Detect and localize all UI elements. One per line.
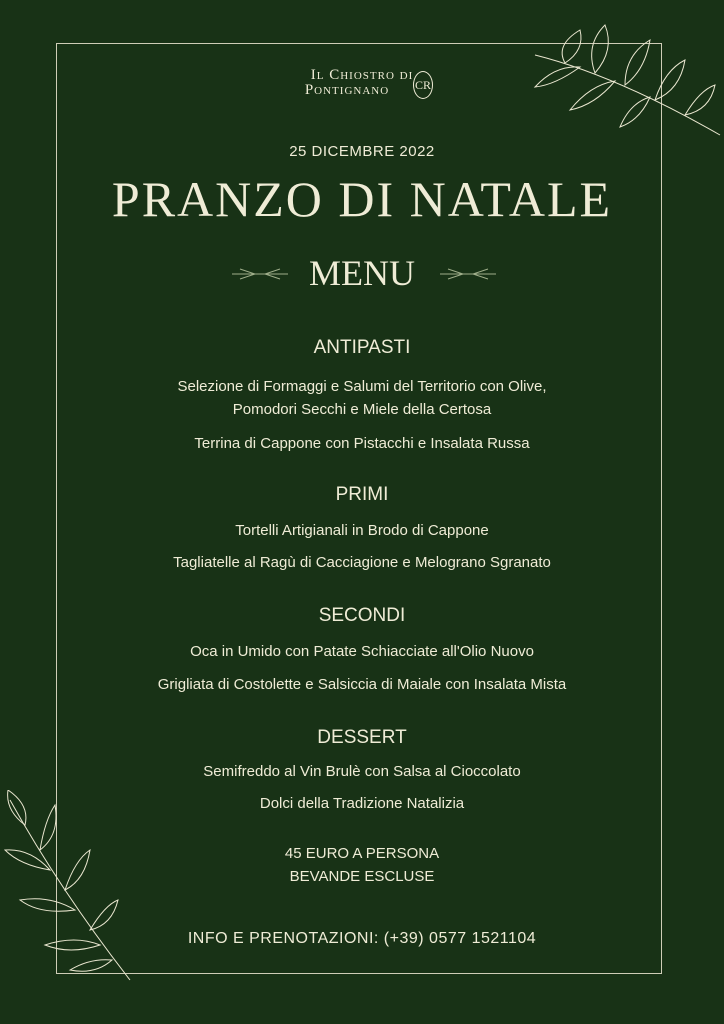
menu-item: Oca in Umido con Patate Schiacciate all'Olio Nuovo (190, 643, 534, 660)
logo-monogram-icon: CR (413, 71, 433, 99)
sprig-right-icon (438, 266, 498, 282)
booking-info: INFO E PRENOTAZIONI: (+39) 0577 1521104 (187, 930, 537, 947)
restaurant-logo (0, 68, 724, 98)
menu-item: Terrina di Cappone con Pistacchi e Insalata Russa (194, 435, 530, 452)
page-title: PRANZO DI NATALE (111, 171, 613, 227)
menu-item: Semifreddo al Vin Brulè con Salsa al Cioccolato (203, 763, 521, 780)
menu-item: Grigliata di Costolette e Salsiccia di Maiale con Insalata Mista (157, 676, 567, 693)
menu-item: Tagliatelle al Ragù di Cacciagione e Melograno Sgranato (173, 554, 551, 571)
logo-line-2: Pontignano (304, 82, 390, 98)
event-date: 25 DICEMBRE 2022 (289, 143, 435, 160)
drinks-note: BEVANDE ESCLUSE (289, 868, 435, 885)
price-text: 45 EURO A PERSONA (284, 845, 440, 862)
menu-heading: MENU (309, 253, 415, 293)
menu-item: Dolci della Tradizione Natalizia (259, 795, 465, 812)
section-heading-primi: PRIMI (335, 484, 389, 505)
section-heading-antipasti: ANTIPASTI (313, 337, 411, 358)
logo-line-1: Il Chiostro di (310, 67, 414, 83)
menu-item: Tortelli Artigianali in Brodo di Cappone (235, 522, 489, 539)
section-heading-secondi: SECONDI (318, 605, 406, 626)
menu-item: Selezione di Formaggi e Salumi del Territorio con Olive, (177, 378, 547, 395)
menu-item: Pomodori Secchi e Miele della Certosa (232, 401, 492, 418)
section-heading-dessert: DESSERT (317, 727, 407, 748)
